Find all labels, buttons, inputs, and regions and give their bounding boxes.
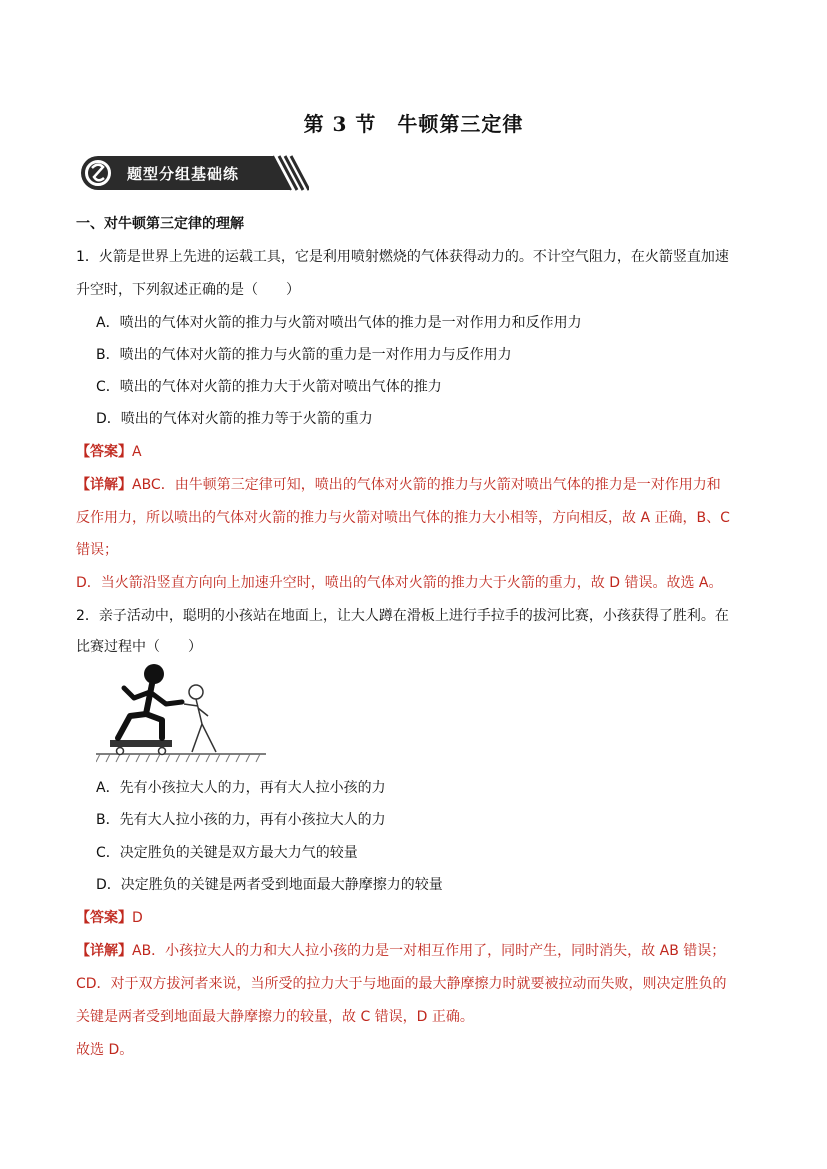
q2-option-a: A．先有小孩拉大人的力，再有大人拉小孩的力 — [96, 780, 386, 796]
q2-detail-line4: 故选 D。 — [76, 1042, 134, 1058]
answer-value: D — [132, 910, 143, 926]
q1-stem-line1: 1．火箭是世界上先进的运载工具，它是利用喷射燃烧的气体获得动力的。不计空气阻力，在火箭竖直加速 — [76, 249, 729, 265]
q1-detail-line3: 错误； — [76, 542, 118, 558]
page-title: 第 3 节 牛顿第三定律 — [303, 112, 524, 136]
q2-detail-line2: CD．对于双方拔河者来说，当所受的拉力大于与地面的最大静摩擦力时就要被拉动而失败，则决定胜负的 — [76, 976, 727, 992]
banner-label: 题型分组基础练 — [127, 165, 240, 183]
q2-answer — [76, 908, 756, 928]
detail-text: AB．小孩拉大人的力和大人拉小孩的力是一对相互作用了，同时产生，同时消失，故 AB 错误； — [132, 943, 726, 959]
q2-option-c: C．决定胜负的关键是双方最大力气的较量 — [96, 845, 358, 861]
answer-label: 【答案】 — [76, 444, 132, 460]
q2-stem-line2: 比赛过程中（ ） — [76, 639, 202, 655]
section-heading: 一、对牛顿第三定律的理解 — [76, 216, 244, 232]
q1-option-a: A．喷出的气体对火箭的推力与火箭对喷出气体的推力是一对作用力和反作用力 — [96, 315, 582, 331]
detail-label: 【详解】 — [76, 477, 132, 493]
answer-label: 【答案】 — [76, 910, 132, 926]
tug-of-war-illustration — [96, 662, 266, 764]
q1-option-c: C．喷出的气体对火箭的推力大于火箭对喷出气体的推力 — [96, 379, 442, 395]
q1-stem-line2: 升空时，下列叙述正确的是（ ） — [76, 282, 300, 298]
q2-detail-line1 — [76, 941, 756, 961]
q2-detail-line3: 关键是两者受到地面最大静摩擦力的较量，故 C 错误，D 正确。 — [76, 1009, 474, 1025]
q2-stem-line1: 2．亲子活动中，聪明的小孩站在地面上，让大人蹲在滑板上进行手拉手的拔河比赛，小孩获得了胜利。在 — [76, 608, 729, 624]
q2-option-d: D．决定胜负的关键是两者受到地面最大静摩擦力的较量 — [96, 877, 443, 893]
q1-answer — [76, 442, 756, 462]
q2-option-b: B．先有大人拉小孩的力，再有小孩拉大人的力 — [96, 812, 386, 828]
detail-label: 【详解】 — [76, 943, 132, 959]
q1-detail-line1 — [76, 475, 756, 495]
q1-option-b: B．喷出的气体对火箭的推力与火箭的重力是一对作用力与反作用力 — [96, 347, 512, 363]
detail-text: ABC．由牛顿第三定律可知，喷出的气体对火箭的推力与火箭对喷出气体的推力是一对作用力和 — [132, 477, 721, 493]
q1-option-d: D．喷出的气体对火箭的推力等于火箭的重力 — [96, 411, 373, 427]
answer-value: A — [132, 444, 142, 460]
q1-detail-line2: 反作用力，所以喷出的气体对火箭的推力与火箭对喷出气体的推力大小相等，方向相反，故 A 正确，B、C — [76, 510, 730, 526]
q1-detail-line4: D．当火箭沿竖直方向向上加速升空时，喷出的气体对火箭的推力大于火箭的重力，故 D 错误。故选 A。 — [76, 575, 723, 591]
